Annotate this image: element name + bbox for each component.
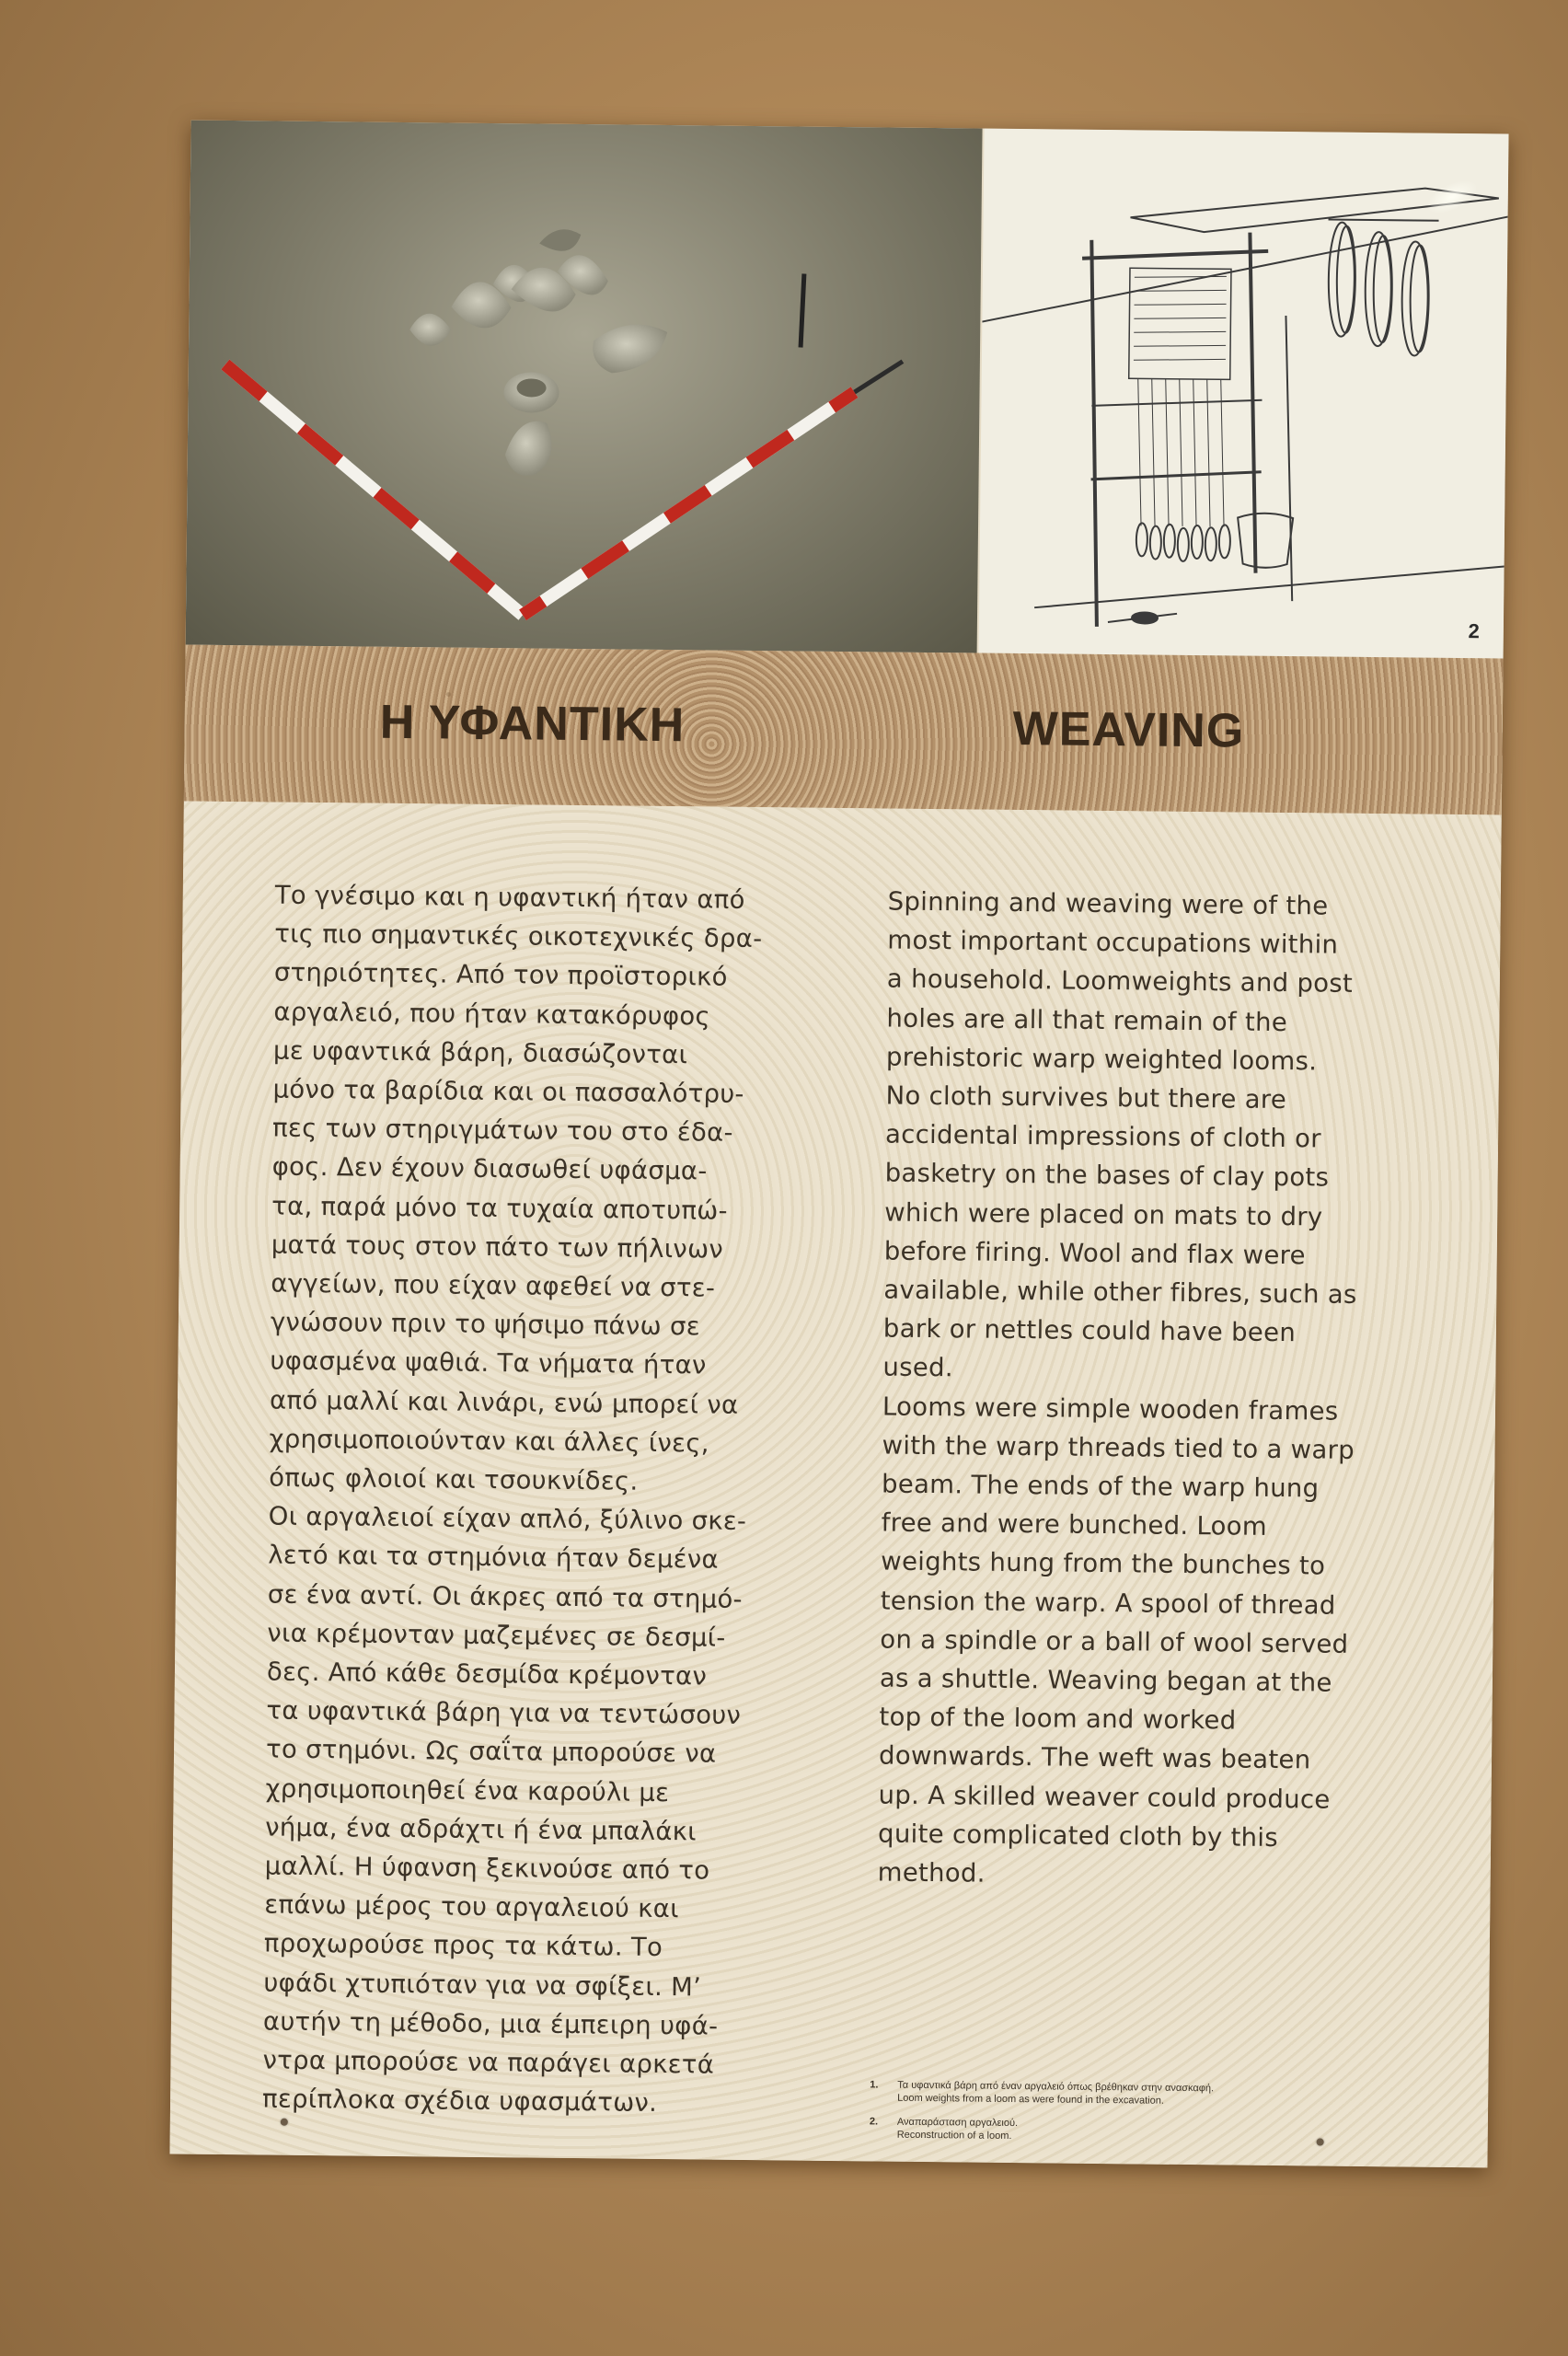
title-band — [184, 645, 1504, 815]
english-text: Spinning and weaving were of the most important occupations within a household. Loomweights and post holes are all that remain of the prehistoric warp weighted looms. No cloth survives but there are accidental impressions of cloth or basketry on the bases of clay pots which were placed on mats to dry before firing. Wool and flax were available, while other fibres, such as bark or nettles could have been used. Looms were simple wooden frames with the warp threads tied to a warp beam. The ends of the warp hung free and were bunched. Loom weights hung from the bunches to tension the warp. A spool of thread on a spindle or a ball of wool served as a shuttle. Weaving began at the top of the loom and worked downwards. The weft was beaten up. A skilled weaver could produce quite complicated cloth by this method. — [877, 886, 1357, 1888]
excavation-photo — [186, 121, 983, 653]
caption-1 — [870, 2078, 1348, 2108]
caption-number: 2. — [869, 2116, 879, 2128]
caption-text: Αναπαράσταση αργαλειού. Reconstruction of a loom. — [896, 2116, 1019, 2142]
caption-text: Τα υφαντικά βάρη από έναν αργαλειό όπως βρέθηκαν στην ανασκαφή. Loom weights from a loom as were found in the excavation. — [897, 2079, 1215, 2107]
excavation-photo-graphic — [186, 121, 983, 653]
exhibit-panel — [169, 121, 1508, 2168]
caption-2 — [870, 2115, 1348, 2145]
text-area — [169, 802, 1501, 2168]
greek-text: Το γνέσιμο και η υφαντική ήταν από τις πιο σημαντικές οικοτεχνικές δρα- στηριότητες. Από τον προϊστορικό αργαλειό, που ήταν κατακόρυφος με υφαντικά βάρη, διασώζονται μόνο τα βαρίδια και οι πασσαλότρυ- πες των στηριγμάτων του στο έδα- φος. Δεν έχουν διασωθεί υφάσμα- τα, παρά μόνο τα τυχαία αποτυπώ- ματά τους στον πάτο των πήλινων αγγείων, που είχαν αφεθεί να στε- γνώσουν πριν το ψήσιμο πάνω σε υφασμένα ψαθιά. Τα νήματα ήταν από μαλλί και λινάρι, ενώ μπορεί να χρησιμοποιούνταν και άλλες ίνες, όπως φλοιοί και τσουκνίδες. Οι αργαλειοί είχαν απλό, ξύλινο σκε- λετό και τα στημόνια ήταν δεμένα σε ένα αντί. Οι άκρες από τα στημό- νια κρέμονταν μαζεμένες σε δεσμί- δες. Από κάθε δεσμίδα κρέμονταν τα υφαντικά βάρη για να τεντώσουν το στημόνι. Ως σαΐτα μπορούσε να χρησιμοποιηθεί ένα καρούλι με νήμα, ένα αδράχτι ή ένα μπαλάκι μαλλί. Η ύφανση ξεκινούσε από το επάνω μέρος του αργαλειού και προχωρούσε προς τα κάτω. Το υφάδι χτυπιόταν για να σφίξει. Μ’ αυτήν τη μέθοδο, μια έμπειρη υφά- ντρα μπορούσε να παράγει αρκετά περίπλοκα σχέδια υφασμάτων. — [261, 880, 763, 2119]
title-greek: Η ΥΦΑΝΤΙΚΗ — [379, 695, 686, 753]
mounting-pin-right — [1317, 2138, 1324, 2145]
figure-number: 2 — [1468, 619, 1481, 643]
title-english: WEAVING — [1012, 701, 1245, 758]
caption-number: 1. — [870, 2079, 879, 2091]
figure-captions — [870, 2078, 1349, 2156]
mounting-pin-left — [281, 2119, 288, 2126]
